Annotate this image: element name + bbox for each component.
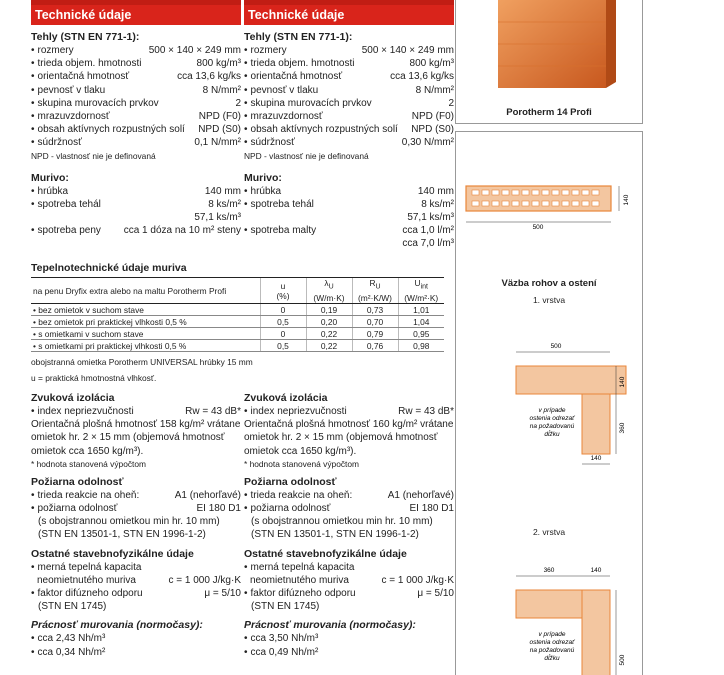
left-acoustic-title: Zvuková izolácia — [31, 392, 115, 404]
left-brick-property-value: cca 13,6 kg/ks — [177, 71, 241, 83]
right-brick-property-value: 500 × 140 × 249 mm — [361, 45, 454, 56]
thermal-row — [31, 304, 444, 316]
thermal-table — [31, 277, 444, 352]
left-brick-property-row — [31, 123, 241, 136]
left-fire-class-label: • trieda reakcie na oheň: — [31, 489, 139, 502]
left-brick-property-row — [31, 110, 241, 123]
right-brick-property-row — [244, 70, 454, 83]
l2-dim-500: 500 — [619, 654, 626, 666]
left-brick-property-value: 800 kg/m³ — [196, 58, 241, 70]
left-brick-property-value: 500 × 140 × 249 mm — [148, 45, 241, 56]
right-fire-text-1: (s obojstrannou omietkou min hr. 10 mm) — [251, 516, 433, 528]
thermal-head-uint: $U_{int}$ (W/m²·K) — [398, 278, 444, 304]
left-lower — [31, 392, 241, 659]
left-labor-2: • cca 0,34 Nh/m² — [31, 646, 241, 659]
right-fire-class-label: • trieda reakcie na oheň: — [244, 489, 352, 502]
single-brick-drawing — [456, 132, 644, 242]
left-heat-label-2: neomietnutého muriva — [37, 574, 136, 586]
thermal-cell: 0,19 — [306, 304, 352, 316]
brick-side-face — [606, 0, 616, 88]
l2-cut-note-line1: v prípade — [538, 631, 566, 638]
cut-note-line2: ostenia odrezať — [529, 415, 575, 422]
right-brick-property-value: NPD (F0) — [411, 111, 454, 123]
layer1-vertical-brick — [582, 394, 610, 454]
layer2-vertical-brick — [582, 590, 610, 675]
dim-label-140: 140 — [623, 194, 630, 206]
right-brick-property-label: • mrazuvzdornosť — [244, 110, 323, 123]
thermal-note-2: u = praktická hmotnostná vlhkosť. — [31, 372, 157, 383]
left-brick-property-row — [31, 57, 241, 70]
right-bricks-title: Tehly (STN EN 771-1): — [244, 31, 353, 43]
right-brick-property-label: • pevnosť v tlaku — [244, 84, 318, 97]
thermal-note-1: obojstranná omietka Porotherm UNIVERSAL hrúbky 15 mm — [31, 357, 253, 367]
left-masonry-property-label: • hrúbka — [31, 185, 68, 198]
cut-note-line4: dĺžku — [544, 431, 560, 438]
left-brick-property-label: • orientačná hmotnosť — [31, 70, 129, 83]
right-masonry-title: Murivo: — [244, 171, 282, 184]
thermal-row-label: • s omietkami pri praktickej vlhkosti 0,5 % — [31, 340, 260, 352]
right-brick-property-row — [244, 44, 454, 57]
thermal-cell: 0,20 — [306, 316, 352, 328]
right-brick-property-row — [244, 110, 454, 123]
thermal-cell: 0,5 — [260, 340, 306, 352]
right-brick-property-value: 800 kg/m³ — [409, 58, 454, 70]
l1-dim-140: 140 — [619, 376, 626, 388]
thermal-cell: 0,5 — [260, 316, 306, 328]
left-labor-title: Prácnosť murovania (normočasy): — [31, 619, 203, 632]
left-fire-res-value: EI 180 D1 — [196, 503, 241, 515]
left-fire-res-label: • požiarna odolnosť — [31, 502, 117, 515]
thermal-row-label: • s omietkami v suchom stave — [31, 328, 260, 340]
right-masonry-property-value: cca 1,0 l/m² — [402, 225, 454, 237]
right-masonry-property-value: 140 mm — [417, 185, 454, 197]
thermal-head-u: u (%) — [260, 278, 306, 304]
right-diff-label: • faktor difúzneho odporu — [244, 587, 356, 600]
left-bricks-title: Tehly (STN EN 771-1): — [31, 31, 140, 43]
product-photo-box — [455, 0, 643, 124]
left-diff-label: • faktor difúzneho odporu — [31, 587, 143, 600]
right-other-title: Ostatné stavebnofyzikálne údaje — [244, 547, 407, 560]
left-masonry-list — [31, 185, 241, 238]
right-fire-class-value: A1 (nehorľavé) — [387, 489, 454, 501]
thermal-cell: 0,70 — [352, 316, 398, 328]
right-brick-property-value: 8 N/mm² — [415, 84, 454, 96]
right-diff-norm: (STN EN 1745) — [251, 601, 320, 613]
right-masonry-property-label: • spotreba malty — [244, 224, 316, 237]
corner-title: Väzba rohov a ostení — [501, 278, 597, 289]
thermal-cell: 0,95 — [398, 328, 444, 340]
left-masonry-property-label — [31, 211, 37, 224]
thermal-head-r: $R_U$ (m²·K/W) — [352, 278, 398, 304]
left-masonry-property-row — [31, 198, 241, 211]
left-heat-label-1: • merná tepelná kapacita — [31, 561, 241, 574]
right-acoustic-index-label: • index nepriezvučnosti — [244, 405, 347, 418]
right-brick-property-value: 0,30 N/mm² — [401, 137, 454, 149]
left-masonry-property-value: 140 mm — [204, 185, 241, 197]
right-masonry-property-label — [244, 211, 250, 224]
left-brick-property-row — [31, 44, 241, 57]
right-brick-property-row — [244, 136, 454, 149]
left-brick-property-label: • mrazuvzdornosť — [31, 110, 110, 123]
left-brick-property-value: NPD (F0) — [198, 111, 241, 123]
left-brick-property-label: • súdržnosť — [31, 136, 82, 149]
right-masonry-property-row — [244, 224, 454, 237]
right-heat-label-2: neomietnutého muriva — [250, 574, 349, 586]
left-brick-property-value: 0,1 N/mm² — [194, 137, 241, 149]
right-diff-value: μ = 5/10 — [417, 588, 454, 600]
right-bricks-list — [244, 44, 454, 150]
product-brick-image — [456, 0, 644, 100]
left-masonry-property-value: 8 ks/m² — [208, 198, 241, 210]
thermal-cell: 0,76 — [352, 340, 398, 352]
right-brick-property-label: • súdržnosť — [244, 136, 295, 149]
left-masonry-property-value: 57,1 ks/m³ — [194, 212, 241, 224]
left-acoustic-note: * hodnota stanovená výpočtom — [31, 458, 147, 469]
product-caption: Porotherm 14 Profi — [506, 107, 592, 118]
right-fire-title: Požiarna odolnosť — [244, 475, 337, 488]
left-npd-note: NPD - vlastnosť nie je definovaná — [31, 150, 156, 161]
left-brick-property-row — [31, 97, 241, 110]
right-brick-property-label: • orientačná hmotnosť — [244, 70, 342, 83]
right-masonry-property-value: 8 ks/m² — [421, 198, 454, 210]
thermal-cell: 0 — [260, 328, 306, 340]
right-masonry-property-value: 57,1 ks/m³ — [407, 212, 454, 224]
right-npd-note: NPD - vlastnosť nie je definovaná — [244, 150, 369, 161]
drawings-box — [455, 131, 643, 675]
right-masonry-property-row — [244, 185, 454, 198]
dim-label-500: 500 — [532, 224, 544, 231]
left-masonry-property-value: cca 1 dóza na 10 m² steny — [123, 225, 241, 237]
left-bricks-list — [31, 44, 241, 150]
thermal-cell: 1,04 — [398, 316, 444, 328]
thermal-head-first: na penu Dryfix extra alebo na maltu Porotherm Profi — [31, 278, 260, 304]
right-masonry-property-row — [244, 237, 454, 250]
right-brick-property-row — [244, 57, 454, 70]
left-brick-property-row — [31, 84, 241, 97]
left-brick-property-row — [31, 70, 241, 83]
l2-cut-note-line3: na požadovanú — [529, 647, 575, 654]
left-brick-property-label: • rozmery — [31, 44, 74, 57]
left-fire-title: Požiarna odolnosť — [31, 475, 124, 488]
right-acoustic-text: Orientačná plošná hmotnosť 160 kg/m² vrátane omietok hr. 2 × 15 mm (objemová hmotnosť omietok cca 1650 kg/m³). — [244, 419, 454, 457]
left-fire-class-value: A1 (nehorľavé) — [174, 489, 241, 501]
l1-dim-360: 360 — [619, 422, 626, 434]
left-other-title: Ostatné stavebnofyzikálne údaje — [31, 547, 194, 560]
right-brick-property-label: • obsah aktívnych rozpustných solí — [244, 123, 398, 136]
right-brick-property-label: • trieda objem. hmotnosti — [244, 57, 354, 70]
right-masonry-property-value: cca 7,0 l/m³ — [402, 238, 454, 250]
thermal-head-lambda: $\lambda_U$ (W/m·K) — [306, 278, 352, 304]
left-masonry-property-row — [31, 185, 241, 198]
l1-dim-140b: 140 — [590, 455, 602, 462]
left-acoustic-index-value: Rw = 43 dB* — [185, 406, 241, 417]
layer-2-drawing — [456, 560, 644, 675]
right-brick-property-row — [244, 97, 454, 110]
layer-1-drawing — [456, 310, 644, 490]
left-masonry-property-row — [31, 224, 241, 237]
left-header: Technické údaje — [31, 0, 241, 25]
right-masonry-property-label: • spotreba tehál — [244, 198, 314, 211]
right-heat-value: c = 1 000 J/kg·K — [381, 574, 454, 586]
right-acoustic-title: Zvuková izolácia — [244, 392, 328, 404]
left-masonry-property-label: • spotreba peny — [31, 224, 101, 237]
cut-note-line1: v prípade — [538, 407, 566, 414]
left-heat-value: c = 1 000 J/kg·K — [168, 574, 241, 586]
thermal-cell: 0,79 — [352, 328, 398, 340]
thermal-cell: 0,22 — [306, 340, 352, 352]
right-lower — [244, 392, 454, 659]
right-fire-res-value: EI 180 D1 — [409, 503, 454, 515]
left-column — [31, 0, 241, 237]
thermal-cell: 1,01 — [398, 304, 444, 316]
right-labor-title: Prácnosť murovania (normočasy): — [244, 619, 416, 632]
left-acoustic-index-label: • index nepriezvučnosti — [31, 405, 134, 418]
right-heat-label-1: • merná tepelná kapacita — [244, 561, 454, 574]
right-brick-property-row — [244, 123, 454, 136]
left-masonry-title: Murivo: — [31, 171, 69, 184]
left-brick-property-label: • skupina murovacích prvkov — [31, 97, 159, 110]
right-labor-1: • cca 3,50 Nh/m³ — [244, 632, 454, 645]
left-brick-property-label: • obsah aktívnych rozpustných solí — [31, 123, 185, 136]
right-brick-property-label: • rozmery — [244, 44, 287, 57]
left-masonry-property-row — [31, 211, 241, 224]
left-diff-value: μ = 5/10 — [204, 588, 241, 600]
right-labor-2: • cca 0,49 Nh/m² — [244, 646, 454, 659]
left-brick-property-value: NPD (S0) — [198, 124, 241, 136]
left-brick-property-label: • trieda objem. hmotnosti — [31, 57, 141, 70]
layer-2-label: 2. vrstva — [532, 527, 566, 537]
left-brick-property-row — [31, 136, 241, 149]
right-column — [244, 0, 454, 251]
left-brick-property-value: 8 N/mm² — [202, 84, 241, 96]
thermal-cell: 0,98 — [398, 340, 444, 352]
right-acoustic-index-value: Rw = 43 dB* — [398, 406, 454, 417]
right-masonry-property-label: • hrúbka — [244, 185, 281, 198]
thermal-row-label: • bez omietok pri praktickej vlhkosti 0,5 % — [31, 316, 260, 328]
left-labor-1: • cca 2,43 Nh/m³ — [31, 632, 241, 645]
l2-cut-note-line4: dĺžku — [544, 655, 560, 662]
right-masonry-property-row — [244, 198, 454, 211]
right-brick-property-label: • skupina murovacích prvkov — [244, 97, 372, 110]
l2-dim-140: 140 — [590, 567, 602, 574]
layer-1-label: 1. vrstva — [532, 295, 566, 305]
right-header: Technické údaje — [244, 0, 454, 25]
right-masonry-property-label — [244, 237, 250, 250]
thermal-title: Tepelnotechnické údaje muriva — [31, 262, 187, 274]
left-fire-text-1: (s obojstrannou omietkou min hr. 10 mm) — [38, 516, 220, 528]
left-masonry-property-label: • spotreba tehál — [31, 198, 101, 211]
thermal-cell: 0,73 — [352, 304, 398, 316]
right-brick-property-value: 2 — [448, 97, 454, 109]
left-brick-property-label: • pevnosť v tlaku — [31, 84, 105, 97]
thermal-row-label: • bez omietok v suchom stave — [31, 304, 260, 316]
l2-dim-360: 360 — [543, 567, 555, 574]
cut-note-line3: na požadovanú — [529, 423, 575, 430]
left-fire-text-2: (STN EN 13501-1, STN EN 1996-1-2) — [38, 529, 206, 541]
layer1-horizontal-brick — [516, 366, 626, 394]
right-brick-property-value: cca 13,6 kg/ks — [390, 71, 454, 83]
right-masonry-property-row — [244, 211, 454, 224]
thermal-cell: 0 — [260, 304, 306, 316]
right-fire-text-2: (STN EN 13501-1, STN EN 1996-1-2) — [251, 529, 419, 541]
right-brick-property-row — [244, 84, 454, 97]
thermal-cell: 0,22 — [306, 328, 352, 340]
right-masonry-list — [244, 185, 454, 251]
thermal-table-section — [31, 262, 444, 383]
left-acoustic-text: Orientačná plošná hmotnosť 158 kg/m² vrátane omietok hr. 2 × 15 mm (objemová hmotnosť omietok cca 1650 kg/m³). — [31, 419, 241, 457]
thermal-row — [31, 316, 444, 328]
right-acoustic-note: * hodnota stanovená výpočtom — [244, 458, 360, 469]
l1-dim-500: 500 — [550, 343, 562, 350]
thermal-row — [31, 340, 444, 352]
left-diff-norm: (STN EN 1745) — [38, 601, 107, 613]
right-brick-property-value: NPD (S0) — [411, 124, 454, 136]
left-brick-property-value: 2 — [235, 97, 241, 109]
thermal-row — [31, 328, 444, 340]
right-fire-res-label: • požiarna odolnosť — [244, 502, 330, 515]
l2-cut-note-line2: ostenia odrezať — [529, 639, 575, 646]
